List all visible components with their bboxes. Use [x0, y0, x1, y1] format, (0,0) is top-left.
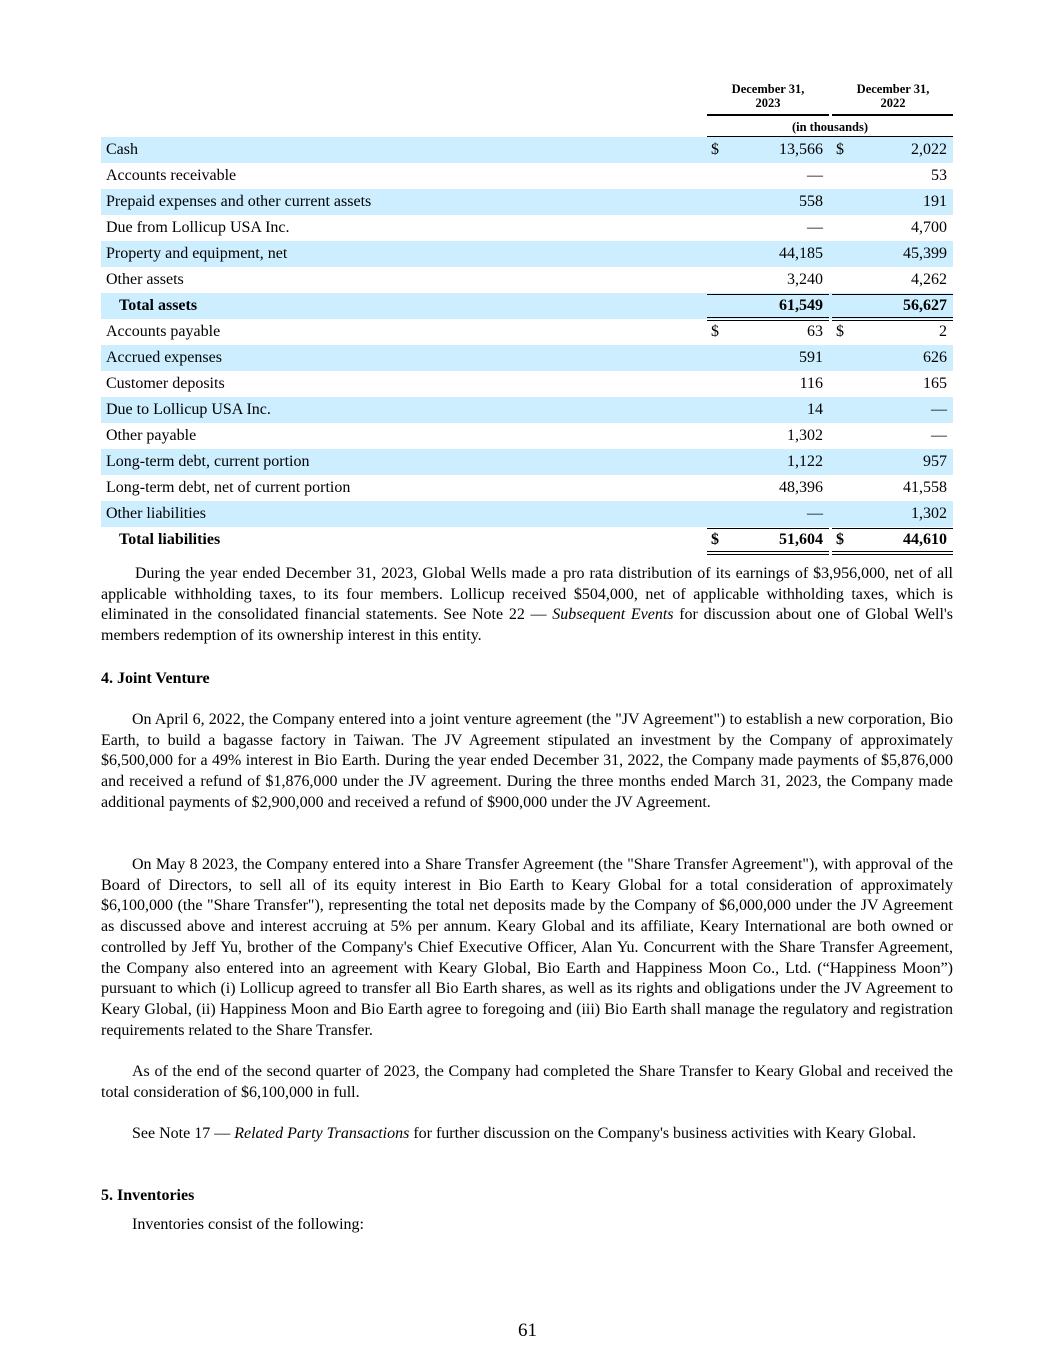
cell-2023 — [707, 397, 829, 423]
column-header-line: December 31, — [856, 82, 930, 96]
currency-symbol: $ — [711, 141, 719, 158]
column-header-year: 2022 — [880, 96, 906, 110]
amount-2023: 1,122 — [787, 453, 823, 470]
paragraph-text: See Note 17 — — [132, 1125, 235, 1142]
row-label: Long-term debt, current portion — [106, 453, 310, 470]
table-row — [101, 189, 953, 215]
joint-venture-paragraph-2 — [101, 855, 953, 1041]
row-label: Due to Lollicup USA Inc. — [106, 401, 271, 418]
note-reference: Related Party Transactions — [234, 1125, 410, 1142]
table-header — [101, 80, 953, 137]
amount-2022: — — [931, 401, 947, 418]
table-row — [101, 345, 953, 371]
header-rule — [832, 114, 953, 116]
row-label: Prepaid expenses and other current assets — [106, 193, 372, 210]
joint-venture-paragraph-4 — [101, 1124, 953, 1145]
cell-2023 — [707, 371, 829, 397]
row-label: Property and equipment, net — [106, 245, 288, 262]
row-label: Long-term debt, net of current portion — [106, 479, 351, 496]
global-wells-paragraph — [101, 564, 953, 647]
inventories-intro: Inventories consist of the following: — [132, 1216, 364, 1233]
row-label: Total liabilities — [119, 531, 221, 548]
amount-2022: 165 — [923, 375, 947, 392]
table-row — [101, 137, 953, 163]
paragraph-text: for further discussion on the Company's business activities with Keary Global. — [409, 1125, 917, 1142]
table-body — [101, 137, 953, 553]
table-row — [101, 241, 953, 267]
cell-2022 — [832, 137, 953, 163]
amount-2023: 61,549 — [779, 297, 823, 314]
cell-2023 — [707, 345, 829, 371]
cell-2023 — [707, 241, 829, 267]
row-label: Other assets — [106, 271, 184, 288]
currency-symbol: $ — [711, 323, 719, 340]
amount-2022: 41,558 — [903, 479, 947, 496]
paragraph-text: During the year ended December 31, 2023, Global Wells made a pro rata distribution of its earnings of $3,956,000, net of all applicable withholding taxes, to its four members. Lollicup received $504,000, net of applicable withholding taxes, which is eliminated in the consolidated financial statements. See Note 22 — — [101, 565, 953, 624]
amount-2023: 116 — [799, 375, 823, 392]
table-row — [101, 267, 953, 293]
cell-2022 — [832, 189, 953, 215]
amount-2022: 1,302 — [911, 505, 947, 522]
amount-2023: 1,302 — [787, 427, 823, 444]
row-label: Accounts payable — [106, 323, 221, 340]
joint-venture-paragraph-1 — [101, 710, 953, 814]
currency-symbol: $ — [836, 141, 844, 158]
column-header-line: December 31, — [731, 82, 805, 96]
amount-2023: 51,604 — [779, 531, 823, 548]
cell-2022 — [832, 345, 953, 371]
row-label: Total assets — [119, 297, 198, 314]
amount-2023: 591 — [799, 349, 823, 366]
cell-2023 — [707, 501, 829, 527]
row-label: Cash — [106, 141, 138, 158]
column-header-2022 — [832, 82, 954, 110]
amount-2022: 191 — [923, 193, 947, 210]
amount-2023: 48,396 — [779, 479, 823, 496]
amount-2023: 63 — [807, 323, 823, 340]
cell-2022 — [832, 423, 953, 449]
cell-2022 — [832, 397, 953, 423]
table-row — [101, 449, 953, 475]
cell-2022 — [832, 294, 953, 321]
table-total-row — [101, 293, 953, 319]
cell-2023 — [707, 267, 829, 293]
column-header-2023 — [707, 82, 829, 110]
currency-symbol: $ — [836, 323, 844, 340]
cell-2023 — [707, 449, 829, 475]
paragraph-text: for discussion about one of Global Well's members redemption of its ownership interest in this entity. — [101, 606, 954, 645]
section-heading-inventories: 5. Inventories — [101, 1187, 195, 1204]
header-rule — [707, 114, 829, 116]
table-row — [101, 423, 953, 449]
amount-2022: 626 — [923, 349, 947, 366]
paragraph-text: On April 6, 2022, the Company entered into a joint venture agreement (the "JV Agreement") to establish a new corporation, Bio Earth, to build a bagasse factory in Taiwan. The JV Agreement stipulated an investment by the Company of approximately $6,500,000 for a 49% interest in Bio Earth. During the year ended December 31, 2022, the Company made payments of $5,876,000 and received a refund of $1,876,000 under the JV agreement. During the three months ended March 31, 2023, the Company made additional payments of $2,900,000 and received a refund of $900,000 under the JV Agreement. — [101, 711, 953, 811]
cell-2023 — [707, 294, 829, 321]
cell-2022 — [832, 215, 953, 241]
units-label: (in thousands) — [791, 120, 869, 134]
amount-2022: 4,700 — [911, 219, 947, 236]
table-row — [101, 371, 953, 397]
amount-2022: 56,627 — [903, 297, 947, 314]
cell-2022 — [832, 501, 953, 527]
note-reference: Subsequent Events — [552, 606, 674, 624]
cell-2023 — [707, 319, 829, 345]
table-row — [101, 397, 953, 423]
page-number: 61 — [518, 1320, 537, 1341]
table-row — [101, 163, 953, 189]
amount-2023: 3,240 — [787, 271, 823, 288]
amount-2023: 558 — [799, 193, 823, 210]
row-label: Accrued expenses — [106, 349, 222, 366]
row-label: Other payable — [106, 427, 197, 444]
row-label: Due from Lollicup USA Inc. — [106, 219, 290, 236]
joint-venture-paragraph-3 — [101, 1062, 953, 1103]
amount-2022: 53 — [931, 167, 947, 184]
paragraph-text: On May 8 2023, the Company entered into a Share Transfer Agreement (the "Share Transfer Agreement"), with approval of the Board of Directors, to sell all of its equity interest in Bio Earth to Keary Global for a total consideration of approximately $6,100,000 (the "Share Transfer"), representing the total net deposits made by the Company of $6,000,000 under the JV Agreement as discussed above and interest accruing at 5% per annum. Keary Global and its affiliate, Keary International are both owned or controlled by Jeff Yu, brother of the Company's Chief Executive Officer, Alan Yu. Concurrent with the Share Transfer Agreement, the Company also entered into an agreement with Keary Global, Bio Earth and Happiness Moon Co., Ltd. (“Happiness Moon”) pursuant to which (i) Lollicup agreed to transfer all Bio Earth shares, as well as its rights and obligations under the JV Agreement to Keary Global, (ii) Happiness Moon and Bio Earth agree to foregoing and (iii) Bio Earth shall manage the regulatory and registration requirements related to the Share Transfer. — [101, 856, 953, 1039]
cell-2022 — [832, 475, 953, 501]
paragraph-text: As of the end of the second quarter of 2023, the Company had completed the Share Transfer to Keary Global and received the total consideration of $6,100,000 in full. — [101, 1063, 953, 1101]
table-total-row — [101, 527, 953, 553]
amount-2022: 44,610 — [903, 531, 947, 548]
cell-2023 — [707, 215, 829, 241]
table-row — [101, 501, 953, 527]
row-label: Accounts receivable — [106, 167, 237, 184]
currency-symbol: $ — [711, 531, 719, 548]
amount-2022: — — [931, 427, 947, 444]
amount-2022: 957 — [923, 453, 947, 470]
cell-2023 — [707, 163, 829, 189]
cell-2023 — [707, 423, 829, 449]
amount-2022: 2 — [939, 323, 947, 340]
cell-2023 — [707, 137, 829, 163]
cell-2022 — [832, 528, 953, 555]
table-row — [101, 215, 953, 241]
amount-2022: 45,399 — [903, 245, 947, 262]
section-heading-joint-venture: 4. Joint Venture — [101, 670, 210, 687]
amount-2023: 44,185 — [779, 245, 823, 262]
amount-2022: 2,022 — [911, 141, 947, 158]
cell-2022 — [832, 163, 953, 189]
cell-2022 — [832, 319, 953, 345]
row-label: Other liabilities — [106, 505, 206, 522]
table-row — [101, 475, 953, 501]
amount-2023: 14 — [807, 401, 823, 418]
cell-2022 — [832, 241, 953, 267]
table-row — [101, 319, 953, 345]
cell-2022 — [832, 449, 953, 475]
amount-2023: — — [807, 219, 823, 236]
cell-2022 — [832, 371, 953, 397]
cell-2023 — [707, 528, 829, 555]
amount-2022: 4,262 — [911, 271, 947, 288]
amount-2023: — — [807, 505, 823, 522]
row-label: Customer deposits — [106, 375, 225, 392]
currency-symbol: $ — [836, 531, 844, 548]
amount-2023: 13,566 — [779, 141, 823, 158]
column-header-year: 2023 — [755, 96, 781, 110]
cell-2022 — [832, 267, 953, 293]
cell-2023 — [707, 475, 829, 501]
cell-2023 — [707, 189, 829, 215]
amount-2023: — — [807, 167, 823, 184]
balance-sheet-table — [101, 80, 953, 553]
